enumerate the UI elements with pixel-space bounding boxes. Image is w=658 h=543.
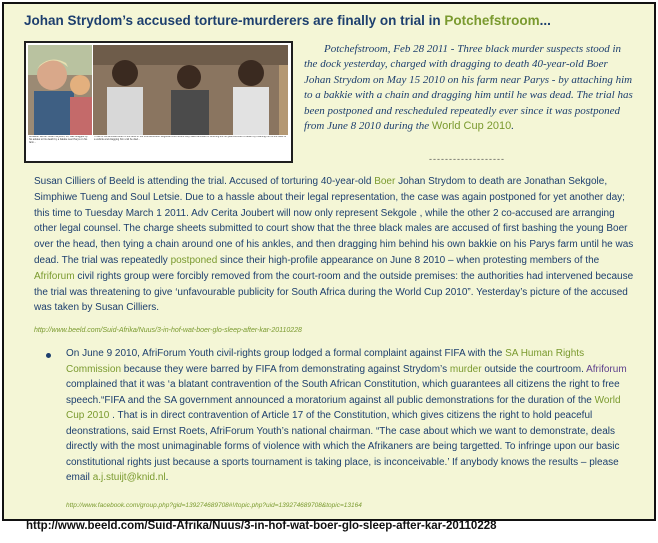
body-paragraph-1 <box>34 174 636 316</box>
headline-suffix: ... <box>539 13 551 28</box>
para2-text-e: . That is in direct contravention of Article 17 of the Constitution, which gives citizens the right to hold peaceful deonstrations, said Ernst Roets, AfriForum Youth’s national chairman. “The case about which we want to demonstrate, deals directly with the most unimaginable forms of violence with which the Afrikaners are being targetted. To infringe upon our basic constitutional rights just because a sports tournament is taking place, is inconceivable.’ If anybody knows the results – please email <box>66 410 620 483</box>
para1-text-d: civil rights group were forcibly removed from the court-room and the outside premises: the authorities had intervened because the trial was threatening to give ‘unfavourable publicity for South Africa during the World Cup 2010”. Yesterday’s picture of the accused was taken by Susan Cilliers. <box>34 270 634 314</box>
headline-link-potchefstroom[interactable]: Potchefstroom <box>444 13 540 28</box>
para1-link-afriforum[interactable]: Afriforum <box>34 270 75 282</box>
para1-text-a: Susan Cilliers of Beeld is attending the trial. Accused of torturing 40-year-old <box>34 176 375 187</box>
source-link-facebook[interactable]: http://www.facebook.com/group.php?gid=139274689708#!/topic.php?uid=139274689708&topic=13164 <box>66 502 362 509</box>
bullet-dot <box>46 353 51 358</box>
intro-end: . <box>511 120 514 133</box>
para2-text-b: because they were barred by FIFA from demonstrating against Strydom’s <box>121 363 450 375</box>
separator: ------------------- <box>429 154 505 164</box>
photo-caption-victim: Afrikaner farmer Johan Strydom, 40, was dragged by his ankles to his death by a bakkie near Parys on his farm... <box>29 136 88 144</box>
para2-text-d: complained that it was ‘a blatant contravention of the South African Constitution, which guarantees all citizens the right to free speech.“FIFA and the SA government announced a moratorium against all public demonstrations for the duration of the <box>66 379 620 406</box>
photo-caption-accused: Three of the accused seen in the dock in the Potchefstroom Regional court where they stand accused of torturing the 40-year-old Boer to death by chaining him to the back of a vehicle and dragging him until he died... <box>94 136 287 141</box>
photo-victim <box>28 45 92 135</box>
body-paragraph-2 <box>66 346 634 486</box>
para1-link-boer[interactable]: Boer <box>374 176 396 187</box>
para2-text-a: On June 9 2010, AfriForum Youth civil-rights group lodged a formal complaint against FIFA with the <box>66 348 506 359</box>
intro-text: Potchefstroom, Feb 28 2011 - Three black murder suspects stood in the dock yesterday, charged with dragging to death 40-year-old Boer Johan Strydom on May 15 2010 on his farm near Parys - by attaching him to a bakkie with a chain and dragging him until he was dead. The trial has been postponed and rescheduled repeatedly ever since it was postponed from June 8 2010 during the <box>304 43 633 133</box>
source-link-beeld[interactable]: http://www.beeld.com/Suid-Afrika/Nuus/3-in-hof-wat-boer-glo-sleep-after-kar-20110228 <box>34 327 302 334</box>
headline-text: Johan Strydom’s accused torture-murderers are finally on trial in <box>24 13 445 28</box>
para1-text-b: Johan Strydom to death are Jonathan Sekgole, Simphiwe Tueng and Soul Letsie. Due to a hassle about their legal representation, the case was again postponed for yet another day; this time to Tuesday March 1 2011. Adv Cerita Joubert will now only represent Sekgole , while the other 2 co-accused are arranging other legal counsel. The charge sheets submitted to court show that the three black males are accused of first bashing the young Boer over the head, then tying a chain around one of his ankles, and then dragging him behind his own bakkie on his Parys farm until he was dead. The trial was repeatedly <box>34 176 634 266</box>
para2-text-c: outside the courtroom. <box>481 363 587 375</box>
para2-link-murder[interactable]: murder <box>449 363 482 375</box>
para2-link-world-cup[interactable]: World Cup 2010 <box>66 394 621 421</box>
para2-link-sahrc[interactable]: SA Human Rights Commission <box>66 348 585 375</box>
photo-accused <box>93 45 288 135</box>
para1-text-c: since their high-profile appearance on June 8 2010 – when protesting members of the <box>217 254 600 266</box>
intro-paragraph <box>304 42 634 134</box>
para2-link-email[interactable]: a.j.stuijt@knid.nl <box>92 472 166 483</box>
para2-end: . <box>165 472 169 483</box>
intro-link-world-cup[interactable]: World Cup 2010 <box>431 120 512 133</box>
image-caption-url: http://www.beeld.com/Suid-Afrika/Nuus/3-in-hof-wat-boer-glo-sleep-after-kar-20110228 <box>26 520 497 532</box>
para1-link-postponed[interactable]: postponed <box>170 254 218 266</box>
photo-strip <box>24 41 293 163</box>
para2-link-afriforum[interactable]: Afriforum <box>586 363 627 375</box>
article-frame <box>2 2 656 521</box>
headline <box>24 13 551 28</box>
